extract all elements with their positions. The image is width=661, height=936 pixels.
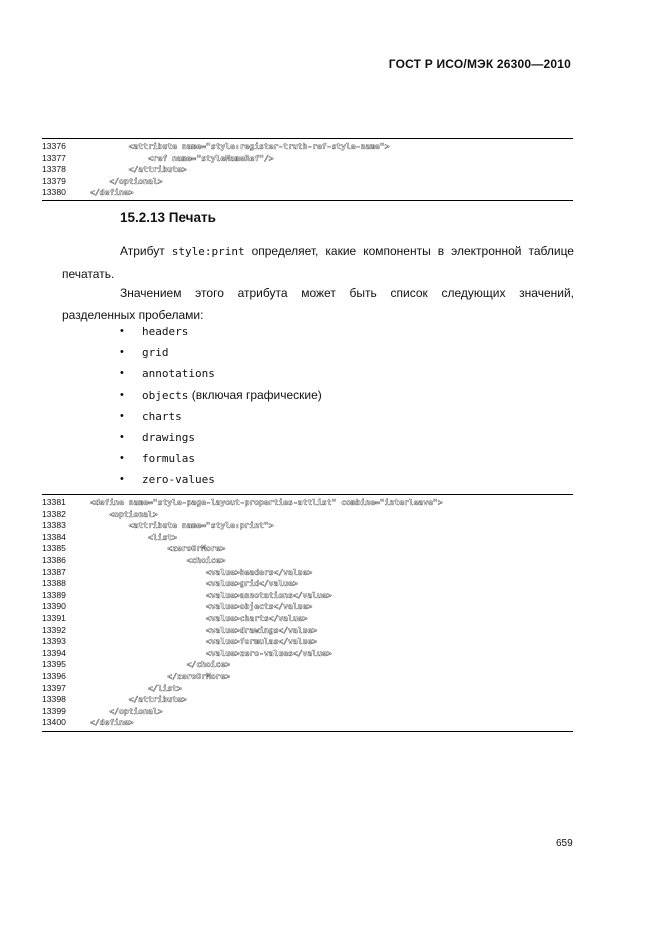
line-number: 13390 [42,601,66,612]
value-code: objects [142,388,189,402]
page-number: 659 [556,838,573,849]
list-item [120,321,322,342]
code-text: </define> [90,717,134,728]
list-item [120,342,322,363]
section-heading: 15.2.13 Печать [120,210,216,225]
para1-after: определяет, какие компоненты в электронной таблице печатать. [62,244,574,281]
code-line [42,141,573,153]
code-text: <attribute name="style:print"> [90,520,274,531]
code-text: </zeroOrMore> [90,670,231,681]
value-code: drawings [142,430,195,444]
line-number: 13383 [42,520,66,531]
bullet-icon: • [120,325,124,337]
line-number: 13376 [42,141,66,151]
code-text: </optional> [90,705,163,716]
code-line [42,555,573,567]
code-line [42,601,573,613]
code-line [42,578,573,590]
para1-before: Атрибут [120,244,172,258]
code-text: <list> [90,531,177,542]
values-list [120,321,322,491]
code-text: </attribute> [90,164,187,175]
code-text: <ref name="styleNameRef"/> [90,152,274,163]
value-code: headers [142,325,189,338]
code-line [42,176,573,188]
code-text: <value>headers</value> [90,566,313,577]
list-item [120,448,322,469]
line-number: 13382 [42,508,66,519]
code-text: </define> [90,187,134,198]
code-block-1 [42,138,573,201]
code-line [42,520,573,532]
code-text: <attribute name="style:register-truth-ref-style-name"> [90,141,390,151]
line-number: 13392 [42,624,66,635]
list-item [120,363,322,384]
line-number: 13394 [42,647,66,658]
code-text: <zeroOrMore> [90,543,226,554]
line-number: 13400 [42,717,66,728]
value-code: zero-values [142,473,215,487]
code-line [42,613,573,625]
code-text: <optional> [90,508,158,519]
line-number: 13395 [42,659,66,670]
code-text: </attribute> [90,694,187,705]
code-line [42,717,573,729]
line-number: 13397 [42,682,66,693]
list-item [120,406,322,427]
line-number: 13386 [42,554,66,565]
code-line [42,683,573,695]
bullet-icon: • [120,409,124,422]
line-number: 13378 [42,164,66,175]
line-number: 13380 [42,187,66,198]
code-text: <value>annotations</value> [90,589,332,600]
line-number: 13381 [42,497,66,507]
code-line [42,187,573,199]
code-text: </list> [90,682,182,693]
line-number: 13387 [42,566,66,577]
line-number: 13391 [42,612,66,623]
code-text: </optional> [90,175,163,186]
value-code: annotations [142,367,215,381]
code-line [42,625,573,637]
list-item [120,427,322,448]
value-code: formulas [142,452,195,466]
code-text: <value>zero-values</value> [90,647,332,658]
paragraph-print-attribute [62,240,574,285]
code-text: <define name="style-page-layout-properties-attlist" combine="interleave"> [90,497,443,507]
list-item [120,469,322,490]
value-note: (включая графические) [188,387,322,402]
para2-text: Значением этого атрибута может быть список следующих значений, разделенных пробелами: [62,286,574,322]
line-number: 13379 [42,175,66,186]
code-line [42,694,573,706]
value-code: grid [142,346,169,360]
line-number: 13396 [42,670,66,681]
line-number: 13377 [42,152,66,163]
code-line [42,497,573,509]
line-number: 13389 [42,589,66,600]
bullet-icon: • [120,430,124,443]
code-text: <choice> [90,554,226,565]
code-line [42,509,573,521]
paragraph-values [62,282,574,326]
code-text: <value>objects</value> [90,601,313,612]
line-number: 13399 [42,705,66,716]
code-line [42,648,573,660]
attribute-code: style:print [171,245,245,258]
line-number: 13393 [42,636,66,647]
list-item [120,385,322,406]
bullet-icon: • [120,452,124,465]
code-line [42,671,573,683]
line-number: 13388 [42,578,66,589]
bullet-icon: • [120,367,124,380]
code-line [42,532,573,544]
code-text: </choice> [90,659,231,670]
line-number: 13385 [42,543,66,554]
code-line [42,153,573,165]
code-line [42,567,573,579]
value-code: charts [142,409,182,423]
code-text: <value>grid</value> [90,578,298,589]
bullet-icon: • [120,388,124,401]
document-header: ГОСТ Р ИСО/МЭК 26300—2010 [388,57,571,71]
code-line [42,659,573,671]
code-line [42,590,573,602]
bullet-icon: • [120,346,124,359]
line-number: 13398 [42,694,66,705]
line-number: 13384 [42,531,66,542]
code-text: <value>charts</value> [90,612,308,623]
code-text: <value>drawings</value> [90,624,317,635]
code-block-2 [42,494,573,732]
code-line [42,636,573,648]
code-line [42,164,573,176]
bullet-icon: • [120,473,124,486]
code-line [42,543,573,555]
code-text: <value>formulas</value> [90,636,317,647]
code-line [42,706,573,718]
